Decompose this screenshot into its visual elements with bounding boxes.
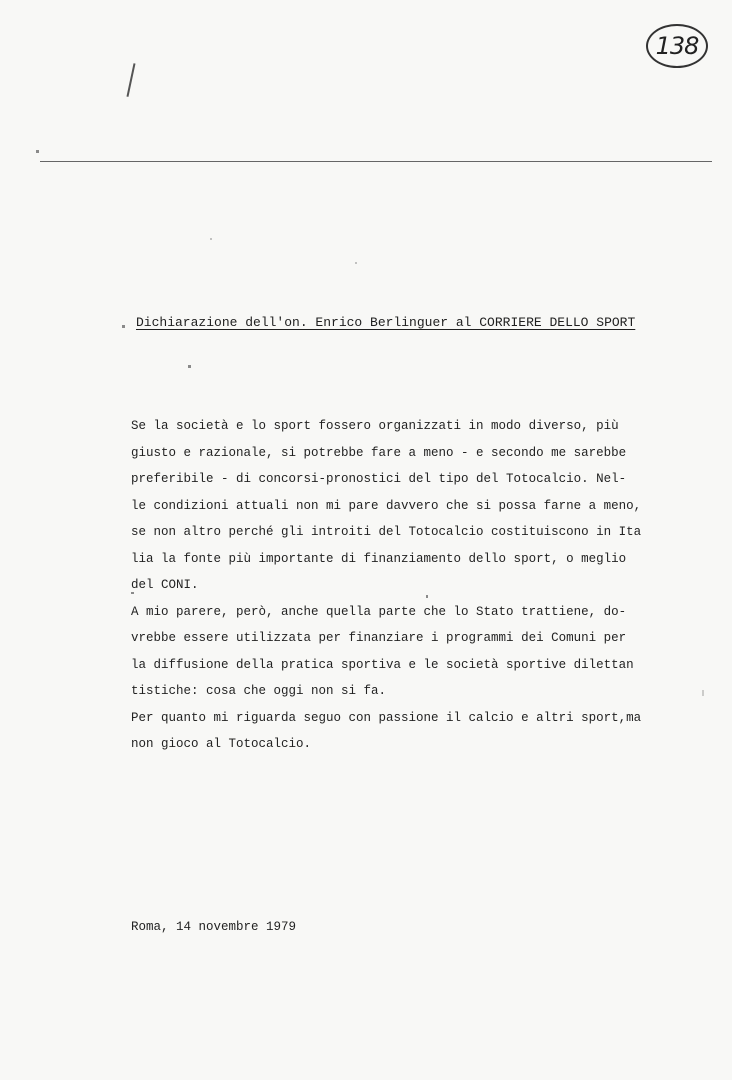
body-line: giusto e razionale, si potrebbe fare a meno - e secondo me sarebbe	[131, 445, 627, 460]
pen-mark	[126, 63, 135, 97]
scan-speck	[210, 238, 212, 240]
scan-speck	[355, 262, 357, 264]
page-number-text: 138	[655, 32, 699, 60]
body-line: A mio parere, però, anche quella parte che lo Stato trattiene, do-	[131, 604, 627, 619]
body-line: non gioco al Totocalcio.	[131, 737, 312, 751]
page-number-stamp	[646, 24, 708, 68]
body-line: lia la fonte più importante di finanziamento dello sport, o meglio	[131, 551, 627, 566]
scan-speck	[122, 325, 125, 328]
document-title: Dichiarazione dell'on. Enrico Berlinguer al CORRIERE DELLO SPORT	[136, 315, 636, 330]
header-rule	[40, 161, 712, 162]
scan-speck	[702, 690, 704, 696]
body-line: preferibile - di concorsi-pronostici del tipo del Totocalcio. Nel-	[131, 472, 627, 486]
body-line: vrebbe essere utilizzata per finanziare i programmi dei Comuni per	[131, 631, 627, 645]
body-line: del CONI.	[131, 578, 199, 592]
body-line: Se la società e lo sport fossero organizzati in modo diverso, più	[131, 419, 619, 433]
scan-speck	[36, 150, 39, 153]
body-line: se non altro perché gli introiti del Totocalcio costituiscono in Ita	[131, 525, 642, 539]
body-line: la diffusione della pratica sportiva e le società sportive dilettan	[131, 657, 634, 672]
body-line: tistiche: cosa che oggi non si fa.	[131, 684, 387, 698]
body-line: le condizioni attuali non mi pare davvero che si possa farne a meno,	[131, 498, 642, 513]
statement-body	[131, 413, 642, 758]
scan-speck	[188, 365, 191, 368]
place-date: Roma, 14 novembre 1979	[131, 920, 297, 934]
body-line: Per quanto mi riguarda seguo con passione il calcio e altri sport,ma	[131, 710, 642, 725]
